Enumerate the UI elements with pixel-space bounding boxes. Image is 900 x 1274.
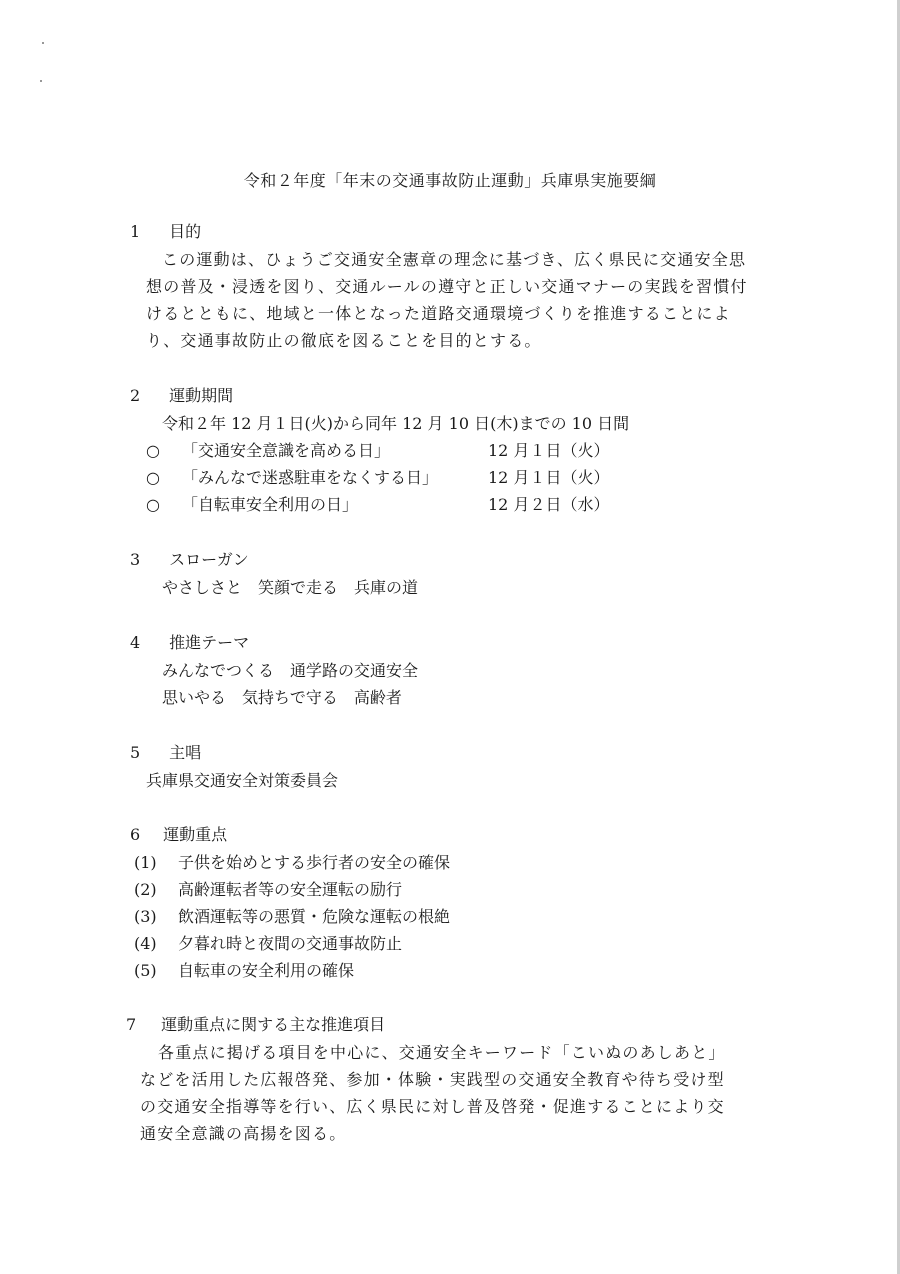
section-number: 6: [130, 825, 141, 844]
section-3-heading: [130, 550, 249, 570]
scan-speck: [42, 42, 44, 44]
section-5-heading: [130, 743, 201, 763]
theme-line: 思いやる 気持ちで守る 高齢者: [162, 688, 402, 707]
section-2-heading: [130, 386, 233, 406]
priority-text: 自転車の安全利用の確保: [178, 961, 355, 980]
special-day-row: [146, 468, 160, 488]
priority-text: 子供を始めとする歩行者の安全の確保: [178, 853, 451, 872]
special-day-name: 「自転車安全利用の日」: [182, 495, 359, 514]
section-number: 4: [130, 633, 141, 652]
section-title: 主唱: [169, 743, 202, 762]
circle-bullet: ○: [146, 468, 160, 487]
priority-number: (2): [134, 880, 157, 899]
theme-line: みんなでつくる 通学路の交通安全: [162, 661, 419, 680]
priority-number: (1): [134, 853, 157, 872]
paragraph-line: けるとともに、地域と一体となった道路交通環境づくりを推進することによ: [146, 304, 731, 323]
slogan-text: やさしさと 笑顔で走る 兵庫の道: [162, 578, 419, 597]
section-number: 2: [130, 386, 141, 405]
section-number: 5: [130, 743, 141, 762]
priority-text: 飲酒運転等の悪質・危険な運転の根絶: [178, 907, 451, 926]
special-day-row: [146, 441, 160, 461]
special-day-row: [146, 495, 160, 515]
paragraph-line: り、交通事故防止の徹底を図ることを目的とする。: [146, 331, 542, 350]
priority-number: (3): [134, 907, 157, 926]
section-1-heading: [130, 222, 201, 242]
document-title: 令和２年度「年末の交通事故防止運動」兵庫県実施要綱: [243, 171, 657, 190]
priority-number: (4): [134, 934, 157, 953]
section-7-heading: [126, 1015, 385, 1035]
section-4-heading: [130, 633, 249, 653]
section-title: スローガン: [169, 550, 249, 569]
scan-speck: [40, 80, 42, 82]
special-day-date: 12 月１日（火）: [488, 468, 610, 487]
paragraph-line: 想の普及・浸透を図り、交通ルールの遵守と正しい交通マナーの実践を習慣付: [146, 277, 748, 296]
organizer-text: 兵庫県交通安全対策委員会: [146, 771, 339, 790]
paragraph-line: 通安全意識の高揚を図る。: [140, 1124, 347, 1143]
campaign-period: 令和２年 12 月１日(火)から同年 12 月 10 日(木)までの 10 日間: [162, 414, 630, 433]
priority-text: 夕暮れ時と夜間の交通事故防止: [178, 934, 403, 953]
priority-number: (5): [134, 961, 157, 980]
paragraph-line: などを活用した広報啓発、参加・体験・実践型の交通安全教育や待ち受け型: [140, 1070, 725, 1089]
paragraph-line: 各重点に掲げる項目を中心に、交通安全キーワード「こいぬのあしあと」: [158, 1043, 726, 1062]
special-day-date: 12 月２日（水）: [488, 495, 610, 514]
section-title: 推進テーマ: [169, 633, 250, 652]
section-number: 3: [130, 550, 141, 569]
special-day-name: 「交通安全意識を高める日」: [182, 441, 391, 460]
section-number: 1: [130, 222, 141, 241]
circle-bullet: ○: [146, 441, 160, 460]
special-day-date: 12 月１日（火）: [488, 441, 610, 460]
section-title: 運動期間: [169, 386, 234, 405]
circle-bullet: ○: [146, 495, 160, 514]
special-day-name: 「みんなで迷惑駐車をなくする日」: [182, 468, 439, 487]
section-number: 7: [126, 1015, 137, 1034]
section-title: 運動重点: [163, 825, 228, 844]
section-6-heading: [130, 825, 227, 845]
priority-text: 高齢運転者等の安全運転の励行: [178, 880, 403, 899]
section-title: 目的: [169, 222, 202, 241]
section-title: 運動重点に関する主な推進項目: [161, 1015, 386, 1034]
paragraph-line: この運動は、ひょうご交通安全憲章の理念に基づき、広く県民に交通安全思: [162, 250, 747, 269]
paragraph-line: の交通安全指導等を行い、広く県民に対し普及啓発・促進することにより交: [140, 1097, 725, 1116]
